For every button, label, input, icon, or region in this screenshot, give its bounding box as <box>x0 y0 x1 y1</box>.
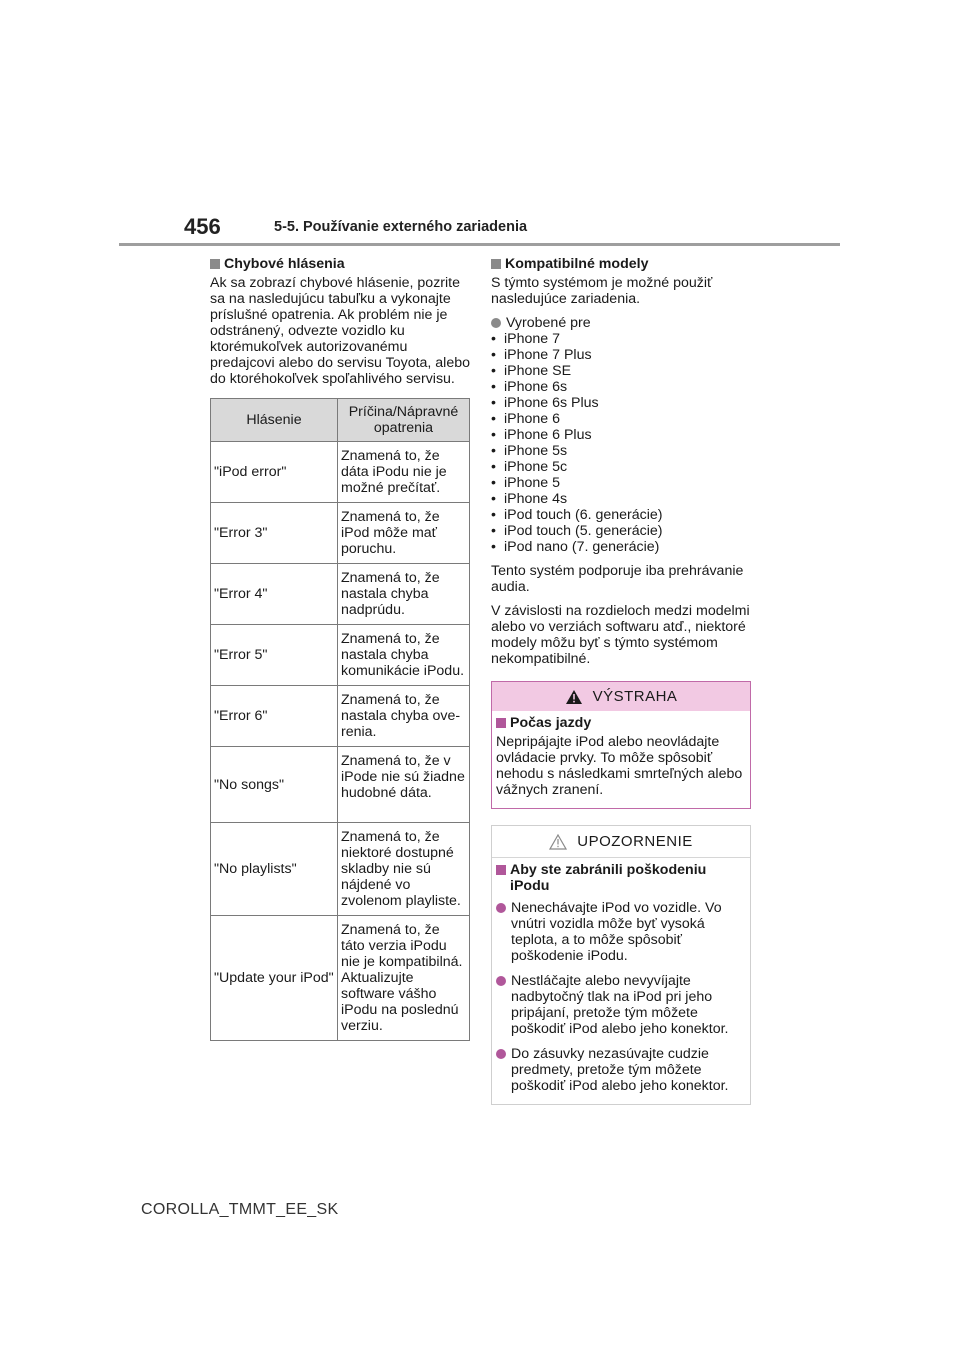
table-cell-message: "No songs" <box>211 747 338 823</box>
list-item: • iPhone 5c <box>491 459 751 475</box>
list-item: • iPhone 7 <box>491 331 751 347</box>
square-bullet-icon <box>210 259 220 269</box>
table-cell-cause: Znamená to, že dáta iPodu nie je možné prečítať. <box>338 442 470 503</box>
table-row <box>211 564 470 625</box>
table-row <box>211 625 470 686</box>
table-row <box>211 503 470 564</box>
warning-triangle-icon <box>565 689 583 705</box>
error-messages-heading: Chybové hlásenia <box>210 256 470 272</box>
warning-title-bar <box>492 682 750 711</box>
square-bullet-icon <box>491 259 501 269</box>
table-cell-cause: Znamená to, že nastala chyba nadprúdu. <box>338 564 470 625</box>
table-cell-message: "No playlists" <box>211 823 338 916</box>
right-column <box>491 256 751 675</box>
warning-heading: Počas jazdy <box>496 715 746 731</box>
caution-item: Nenechávajte iPod vo vozidle. Vo vnútri vozidla môže byť vysoká teplota, a to môže spôsobiť poškodenie iPodu. <box>496 900 746 964</box>
table-cell-cause: Znamená to, že nastala chyba ove- renia. <box>338 686 470 747</box>
caution-title-bar <box>492 826 750 858</box>
table-cell-message: "iPod error" <box>211 442 338 503</box>
page-number: 456 <box>184 214 221 239</box>
error-table <box>210 398 470 1041</box>
circle-bullet-icon <box>496 1049 506 1059</box>
compatible-models-heading: Kompatibilné modely <box>491 256 751 272</box>
table-header-cause: Príčina/Nápravné opatrenia <box>338 399 470 442</box>
square-bullet-icon <box>496 718 506 728</box>
table-header-message: Hlásenie <box>211 399 338 442</box>
list-item: • iPhone 6s Plus <box>491 395 751 411</box>
circle-bullet-icon <box>496 976 506 986</box>
list-item: • iPhone 6 Plus <box>491 427 751 443</box>
section-title: 5-5. Používanie externého zariadenia <box>274 219 528 235</box>
caution-box <box>491 825 751 1105</box>
caution-item: Nestláčajte alebo nevyvíjajte nadbytočný tlak na iPod pri jeho pripájaní, pretože tým môžete poškodiť iPod alebo jeho konektor. <box>496 973 746 1037</box>
compatible-intro: S týmto systémom je možné použiť nasledujúce zariadenia. <box>491 275 713 307</box>
table-row <box>211 823 470 916</box>
table-row <box>211 747 470 823</box>
table-cell-message: "Error 5" <box>211 625 338 686</box>
table-cell-message: "Error 3" <box>211 503 338 564</box>
list-item: • iPod touch (5. generácie) <box>491 523 751 539</box>
table-cell-message: "Error 4" <box>211 564 338 625</box>
list-item: • iPhone 4s <box>491 491 751 507</box>
table-header-row <box>211 399 470 442</box>
made-for-line: Vyrobené pre <box>491 315 751 331</box>
list-item: • iPod nano (7. generácie) <box>491 539 751 555</box>
list-item: • iPhone 5s <box>491 443 751 459</box>
table-row <box>211 686 470 747</box>
circle-bullet-icon <box>491 318 501 328</box>
caution-item: Do zásuvky nezasúvajte cudzie predmety, pretože tým môžete poškodiť iPod alebo jeho konektor. <box>496 1046 746 1094</box>
table-row <box>211 442 470 503</box>
header-divider <box>119 243 840 246</box>
caution-title: UPOZORNENIE <box>577 832 693 850</box>
model-list <box>491 331 751 555</box>
error-messages-intro: Ak sa zobrazí chybové hlásenie, pozrite sa na nasledujúcu tabuľku a vykonajte príslušné opatrenia. Ak problém nie je odstránený, odvezte vozidlo ku ktorémukoľvek autorizovanému predajcovi alebo do servisu Toyota, alebo do ktoréhokoľvek spoľahlivého servisu. <box>210 275 471 387</box>
square-bullet-icon <box>496 865 506 875</box>
list-item: • iPhone 6s <box>491 379 751 395</box>
list-item: • iPod touch (6. generácie) <box>491 507 751 523</box>
circle-bullet-icon <box>496 903 506 913</box>
warning-text: Nepripájajte iPod alebo neovládajte ovládacie prvky. To môže spôsobiť nehodu s následkami smrteľných alebo vážnych zranení. <box>496 734 743 798</box>
warning-box <box>491 681 751 809</box>
table-cell-message: "Update your iPod" <box>211 916 338 1041</box>
warning-title: VÝSTRAHA <box>592 687 678 705</box>
table-row <box>211 916 470 1041</box>
list-item: • iPhone 6 <box>491 411 751 427</box>
list-item: • iPhone 7 Plus <box>491 347 751 363</box>
table-cell-cause: Znamená to, že iPod môže mať poruchu. <box>338 503 470 564</box>
list-item: • iPhone SE <box>491 363 751 379</box>
table-cell-message: "Error 6" <box>211 686 338 747</box>
table-cell-cause: Znamená to, že v iPode nie sú žiadne hudobné dáta. <box>338 747 470 823</box>
footer-doc-code: COROLLA_TMMT_EE_SK <box>141 1201 339 1218</box>
audio-only-note: Tento systém podporuje iba prehrávanie audia. <box>491 563 744 595</box>
caution-heading: Aby ste zabránili poškodeniu iPodu <box>496 862 746 894</box>
table-cell-cause: Znamená to, že niektoré dostupné skladby nie sú nájdené vo zvolenom playliste. <box>338 823 470 916</box>
caution-triangle-icon <box>549 834 567 850</box>
left-column <box>210 256 470 1041</box>
table-cell-cause: Znamená to, že táto verzia iPodu nie je kompatibilná. Aktualizujte software vášho iPodu na poslednú verziu. <box>338 916 470 1041</box>
compatibility-note: V závislosti na rozdieloch medzi modelmi alebo vo verziách softwaru atď., niektoré modely môžu byť s týmto systémom nekompatibilné. <box>491 603 750 667</box>
table-cell-cause: Znamená to, že nastala chyba komunikácie iPodu. <box>338 625 470 686</box>
list-item: • iPhone 5 <box>491 475 751 491</box>
